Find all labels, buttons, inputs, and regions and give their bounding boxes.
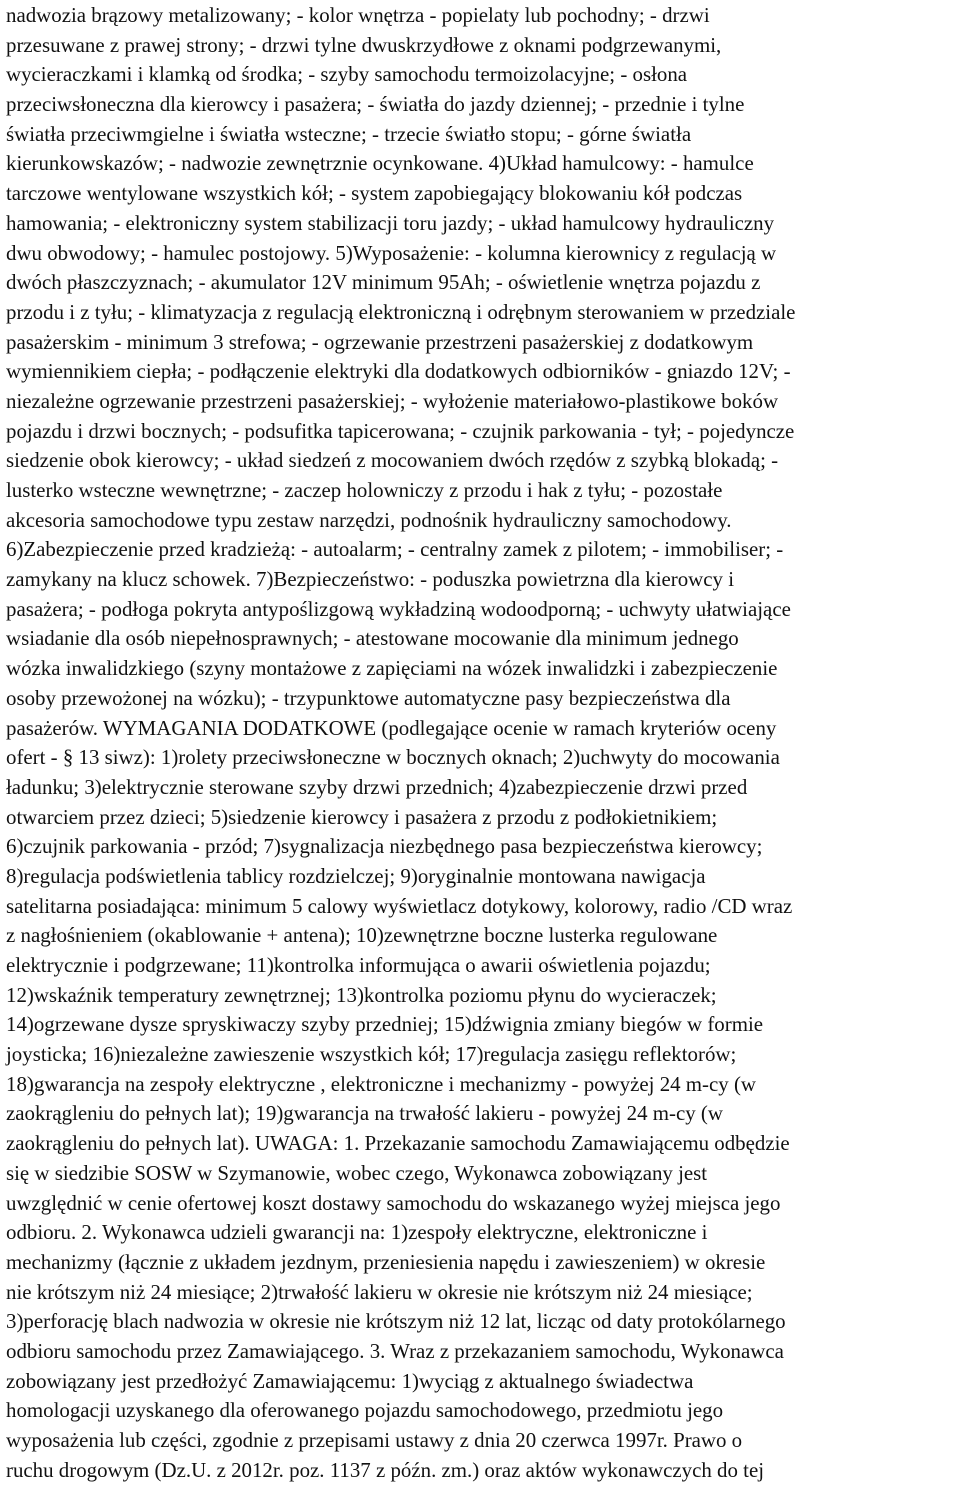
text-line: elektrycznie i podgrzewane; 11)kontrolka informująca o awarii oświetlenia pojazdu; xyxy=(6,953,711,977)
text-line: pojazdu i drzwi bocznych; - podsufitka tapicerowana; - czujnik parkowania - tył; - pojedyncze xyxy=(6,418,795,443)
text-line: 3)perforację blach nadwozia w okresie nie krótszym niż 12 lat, licząc od daty protokólarnego xyxy=(6,1309,786,1334)
text-line: przeciwsłoneczna dla kierowcy i pasażera; - światła do jazdy dziennej; - przednie i tylne xyxy=(6,92,745,117)
text-line: satelitarna posiadająca: minimum 5 calowy wyświetlacz dotykowy, kolorowy, radio /CD wraz xyxy=(6,893,793,918)
text-line: uwzględnić w cenie ofertowej koszt dostawy samochodu do wskazanego wyżej miejsca jego xyxy=(6,1190,781,1215)
text-line: przodu i z tyłu; - klimatyzacja z regulacją elektroniczną i odrębnym sterowaniem w przedziale xyxy=(6,299,796,324)
text-line: 14)ogrzewane dysze spryskiwaczy szyby przedniej; 15)dźwignia zmiany biegów w formie xyxy=(6,1012,764,1037)
text-line: 6)Zabezpieczenie przed kradzieżą: - autoalarm; - centralny zamek z pilotem; - immobiliser; - xyxy=(6,537,784,562)
text-line: 18)gwarancja na zespoły elektryczne , elektroniczne i mechanizmy - powyżej 24 m-cy (w xyxy=(6,1071,756,1096)
text-line: siedzenie obok kierowcy; - układ siedzeń z mocowaniem dwóch rzędów z szybką blokadą; - xyxy=(6,448,779,473)
text-line: niezależne ogrzewanie przestrzeni pasażerskiej; - wyłożenie materiałowo-plastikowe boków xyxy=(6,388,779,413)
text-line: światła przeciwmgielne i światła wsteczne; - trzecie światło stopu; - górne światła xyxy=(6,121,692,146)
text-line: 6)czujnik parkowania - przód; 7)sygnalizacja niezbędnego pasa bezpieczeństwa kierowcy; xyxy=(6,834,763,859)
text-line: 12)wskaźnik temperatury zewnętrznej; 13)kontrolka poziomu płynu do wycieraczek; xyxy=(6,982,717,1007)
text-line: tarczowe wentylowane wszystkich kół; - system zapobiegający blokowaniu kół podczas xyxy=(6,181,743,206)
text-line: hamowania; - elektroniczny system stabilizacji toru jazdy; - układ hamulcowy hydrauliczny xyxy=(6,210,775,235)
text-line: ładunku; 3)elektrycznie sterowane szyby drzwi przednich; 4)zabezpieczenie drzwi przed xyxy=(6,774,748,799)
text-line: homologacji uzyskanego dla oferowanego pojazdu samochodowego, przedmiotu jego xyxy=(6,1398,724,1423)
text-line: pasażerskim - minimum 3 strefowa; - ogrzewanie przestrzeni pasażerskiej z dodatkowym xyxy=(6,329,754,354)
text-line: osoby przewożonej na wózku); - trzypunktowe automatyczne pasy bezpieczeństwa dla xyxy=(6,685,731,710)
text-line: mechanizmy (łącznie z układem jezdnym, przeniesienia napędu i zawieszeniem) w okresie xyxy=(6,1249,766,1274)
text-line: akcesoria samochodowe typu zestaw narzędzi, podnośnik hydrauliczny samochodowy. xyxy=(6,507,732,532)
text-line: otwarciem przez dzieci; 5)siedzenie kierowcy i pasażera z przodu z podłokietnikiem; xyxy=(6,804,718,829)
text-line: nadwozia brązowy metalizowany; - kolor wnętrza - popielaty lub pochodny; - drzwi xyxy=(6,3,710,27)
text-line: zaokrągleniu do pełnych lat). UWAGA: 1. Przekazanie samochodu Zamawiającemu odbędzie xyxy=(6,1131,790,1156)
text-line: dwóch płaszczyznach; - akumulator 12V minimum 95Ah; - oświetlenie wnętrza pojazdu z xyxy=(6,270,761,295)
text-line: wyposażenia lub części, zgodnie z przepisami ustawy z dnia 20 czerwca 1997r. Prawo o xyxy=(6,1428,743,1452)
text-line: odbioru. 2. Wykonawca udzieli gwarancji na: 1)zespoły elektryczne, elektroniczne i xyxy=(6,1220,708,1245)
text-line: przesuwane z prawej strony; - drzwi tylne dwuskrzydłowe z oknami podgrzewanymi, xyxy=(6,32,722,57)
text-line: się w siedzibie SOSW w Szymanowie, wobec czego, Wykonawca zobowiązany jest xyxy=(6,1160,708,1185)
text-line: wózka inwalidzkiego (szyny montażowe z zapięciami na wózek inwalidzki i zabezpieczenie xyxy=(6,656,778,681)
text-line: zobowiązany jest przedłożyć Zamawiającemu: 1)wyciąg z aktualnego świadectwa xyxy=(6,1368,694,1393)
text-line: kierunkowskazów; - nadwozie zewnętrznie ocynkowane. 4)Układ hamulcowy: - hamulce xyxy=(6,151,754,176)
text-line: 8)regulacja podświetlenia tablicy rozdzielczej; 9)oryginalnie montowana nawigacja xyxy=(6,863,706,888)
text-line: z nagłośnieniem (okablowanie + antena); 10)zewnętrzne boczne lusterka regulowane xyxy=(6,923,718,948)
text-line: lusterko wsteczne wewnętrzne; - zaczep holowniczy z przodu i hak z tyłu; - pozostałe xyxy=(6,478,723,502)
text-line: wycieraczkami i klamką od środka; - szyby samochodu termoizolacyjne; - osłona xyxy=(6,62,688,87)
text-line: dwu obwodowy; - hamulec postojowy. 5)Wyposażenie: - kolumna kierownicy z regulacją w xyxy=(6,240,777,265)
text-line: wymiennikiem ciepła; - podłączenie elektryki dla dodatkowych odbiorników - gniazdo 12V; - xyxy=(6,359,791,384)
text-line: pasażera; - podłoga pokryta antypoślizgową wykładziną wodoodporną; - uchwyty ułatwiające xyxy=(6,596,791,621)
text-line: wsiadanie dla osób niepełnosprawnych; - atestowane mocowanie dla minimum jednego xyxy=(6,626,739,651)
text-line: pasażerów. WYMAGANIA DODATKOWE (podlegające ocenie w ramach kryteriów oceny xyxy=(6,715,777,740)
text-line: ofert - § 13 siwz): 1)rolety przeciwsłoneczne w bocznych oknach; 2)uchwyty do mocowania xyxy=(6,745,780,770)
text-line: joysticka; 16)niezależne zawieszenie wszystkich kół; 17)regulacja zasięgu reflektorów; xyxy=(6,1042,737,1067)
text-line: zaokrągleniu do pełnych lat); 19)gwarancja na trwałość lakieru - powyżej 24 m-cy (w xyxy=(6,1101,723,1126)
text-line: zamykany na klucz schowek. 7)Bezpieczeństwo: - poduszka powietrzna dla kierowcy i xyxy=(6,567,734,592)
text-line: nie krótszym niż 24 miesiące; 2)trwałość lakieru w okresie nie krótszym niż 24 miesiące; xyxy=(6,1279,753,1304)
text-line: ruchu drogowym (Dz.U. z 2012r. poz. 1137 z późn. zm.) oraz aktów wykonawczych do tej xyxy=(6,1457,765,1482)
text-line: odbioru samochodu przez Zamawiającego. 3. Wraz z przekazaniem samochodu, Wykonawca xyxy=(6,1338,784,1363)
document-body-text xyxy=(6,1,960,1485)
